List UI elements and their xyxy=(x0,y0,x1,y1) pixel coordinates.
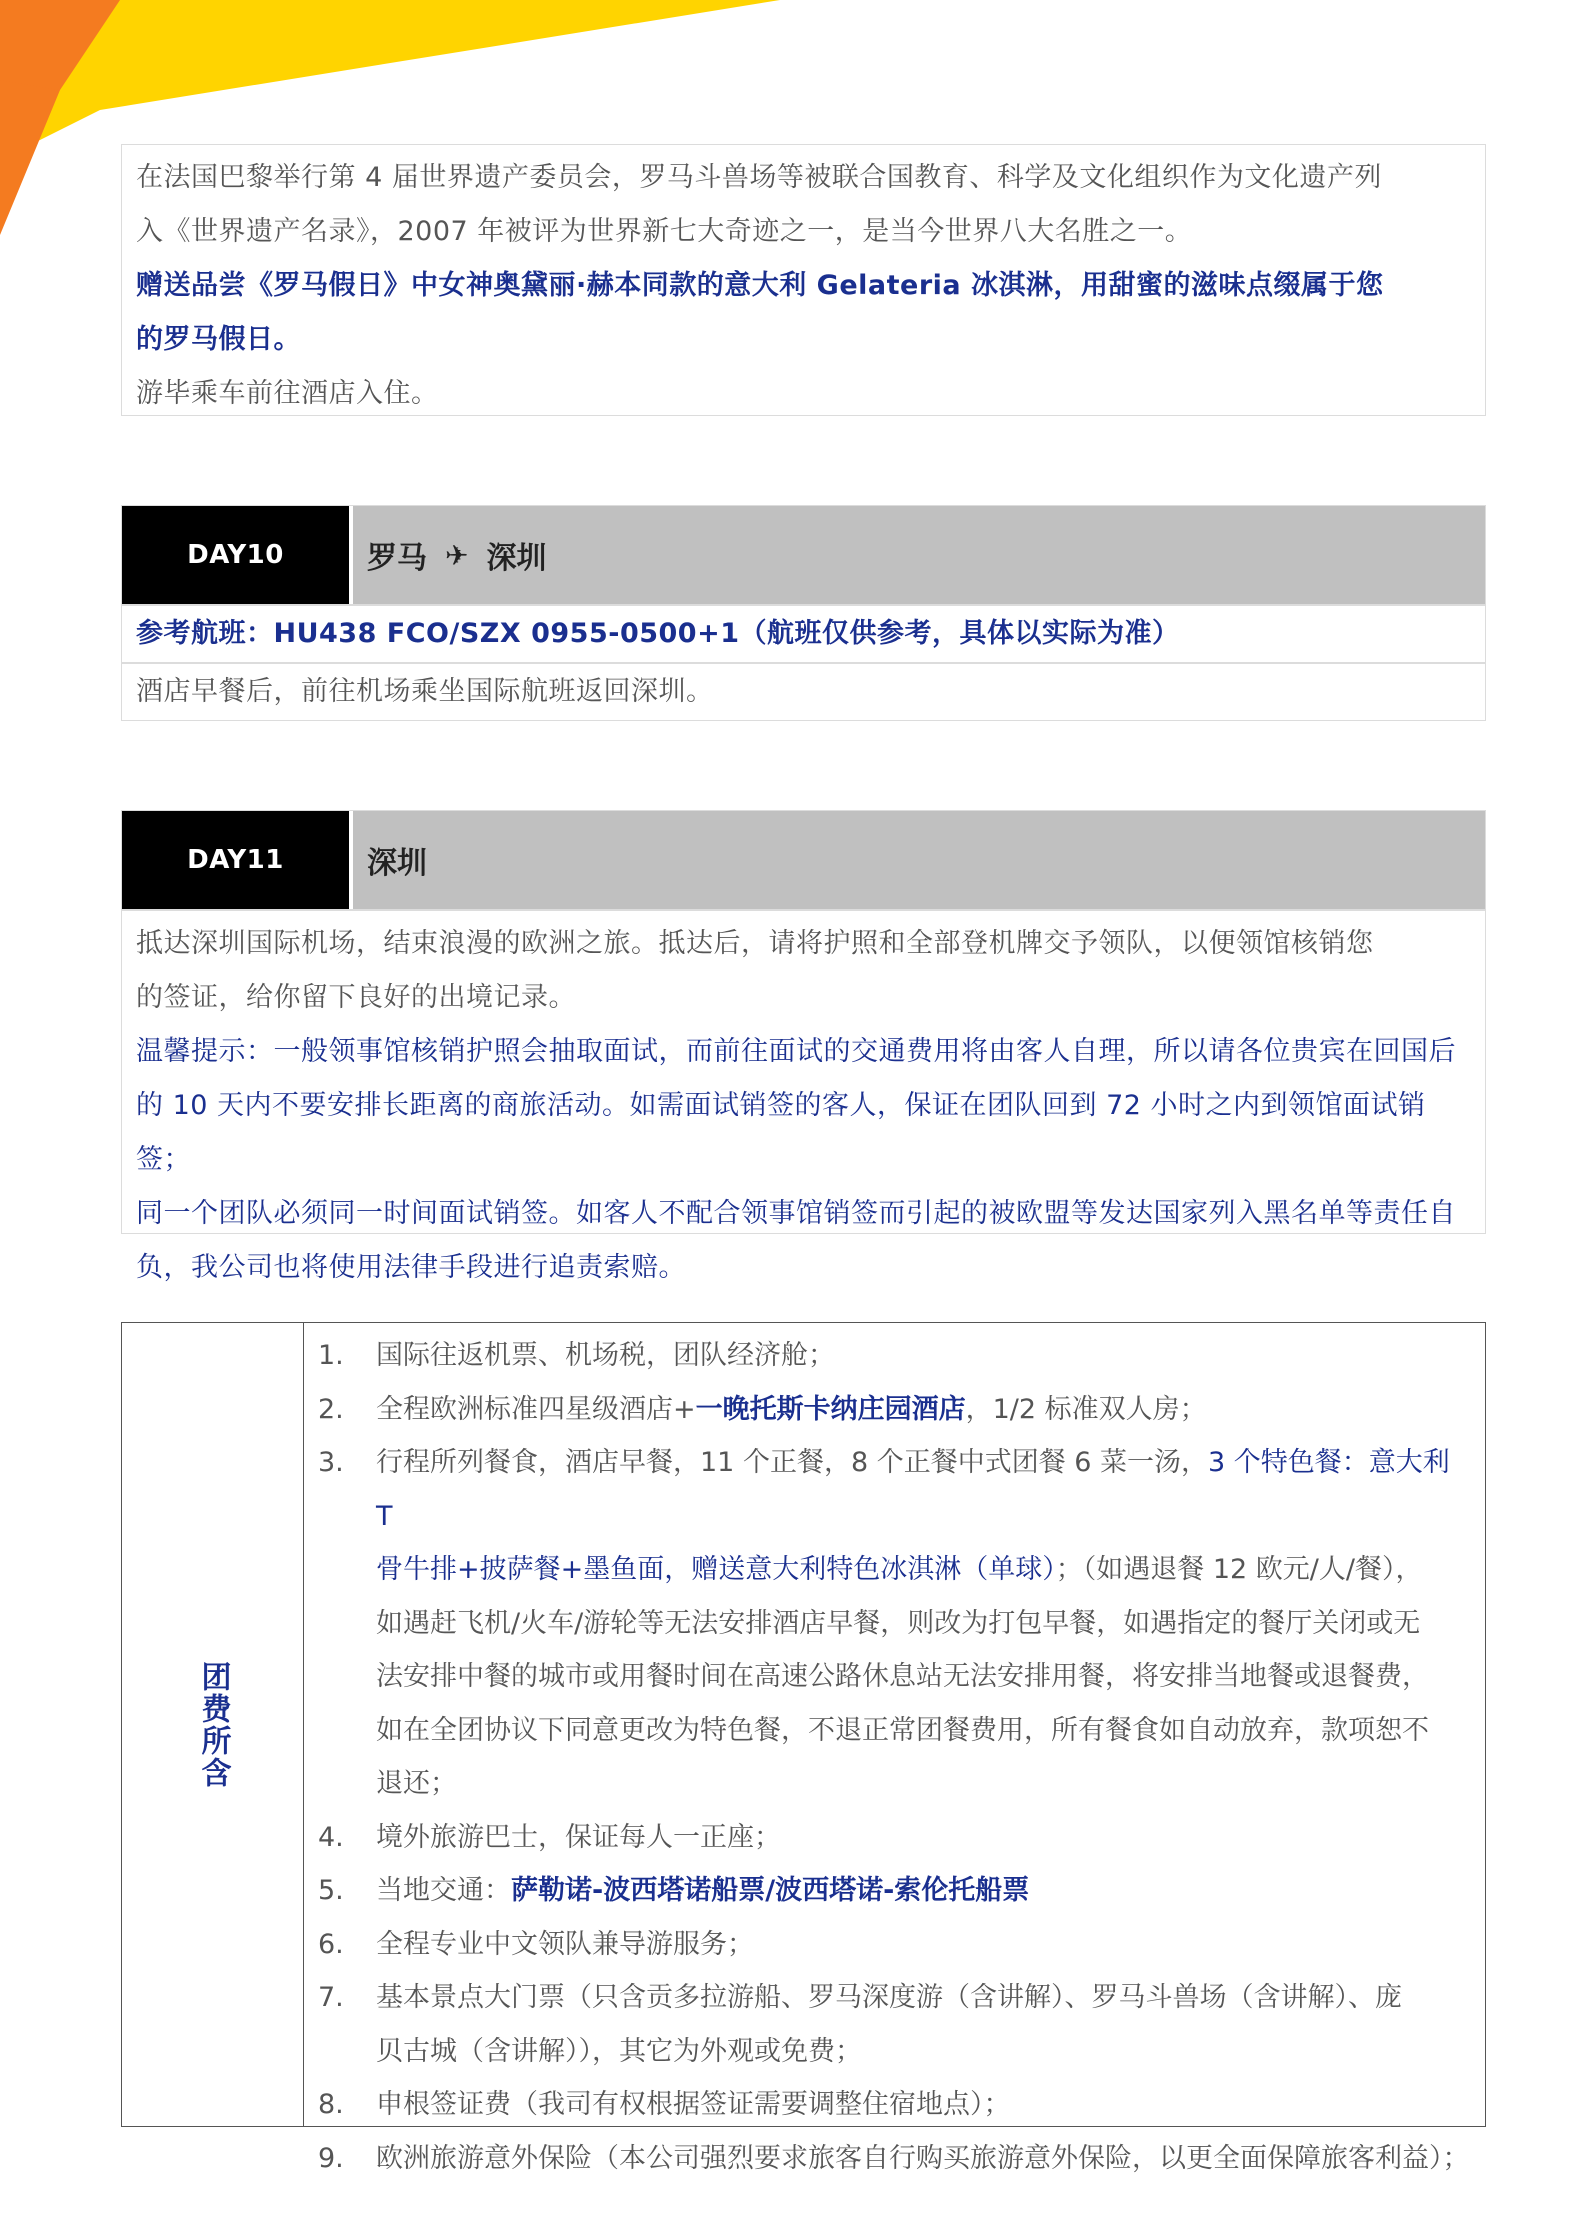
fee-item-segment: 基本景点大门票（只含贡多拉游船、罗马深度游（含讲解）、罗马斗兽场（含讲解）、庞 xyxy=(376,1982,1402,2013)
fee-item-number: 6. xyxy=(318,1928,344,1960)
day11-tag: DAY11 xyxy=(122,811,349,909)
fee-item xyxy=(318,2025,1473,2079)
day11-tip-4: 负，我公司也将使用法律手段进行追责索赔。 xyxy=(136,1252,686,1283)
fee-item xyxy=(318,1757,1473,1811)
fee-item xyxy=(318,1811,1473,1865)
fee-item-number: 4. xyxy=(318,1821,344,1853)
fee-item xyxy=(318,1971,1473,2025)
day10-tag: DAY10 xyxy=(122,506,349,604)
fee-item xyxy=(318,2132,1473,2186)
fee-item-segment: 全程欧洲标准四星级酒店+ xyxy=(376,1393,696,1425)
fee-item-number: 5. xyxy=(318,1875,344,1906)
fee-item-number xyxy=(318,1650,376,1704)
fee-item xyxy=(318,1704,1473,1758)
fee-item-number: 2. xyxy=(318,1393,344,1425)
fee-item-number: 3. xyxy=(318,1447,344,1478)
fee-item-text xyxy=(376,1864,1473,1918)
fee-item-text xyxy=(376,1918,1473,1972)
airplane-icon: ✈ xyxy=(445,538,469,572)
fee-item-segment: 国际往返机票、机场税，团队经济舱； xyxy=(376,1340,835,1371)
day10-desc-row xyxy=(121,663,1486,721)
day11-box xyxy=(121,910,1486,1283)
day10-route xyxy=(353,506,1485,604)
fees-list xyxy=(304,1323,1485,2174)
intro-line-2: 入《世界遗产名录》，2007 年被评为世界新七大奇迹之一，是当今世界八大名胜之一。 xyxy=(136,216,1193,247)
fee-item-text xyxy=(376,2078,1473,2132)
fee-item-segment: 当地交通： xyxy=(376,1875,511,1906)
fee-item-number: 9. xyxy=(318,2142,344,2174)
day11-city: 深圳 xyxy=(367,846,427,881)
fee-item-segment: ，1/2 标准双人房； xyxy=(965,1393,1207,1425)
fee-item xyxy=(318,1650,1473,1704)
fee-item-segment: 欧洲旅游意外保险（本公司强烈要求旅客自行购买旅游意外保险，以更全面保障旅客利益）； xyxy=(376,2142,1470,2174)
fees-label-cell xyxy=(122,1323,304,2126)
fee-item-number: 1. xyxy=(318,1340,344,1371)
fee-item-number: 7. xyxy=(318,1982,344,2013)
fee-item xyxy=(318,1864,1473,1918)
fee-item-text xyxy=(376,2025,1473,2079)
fee-item-segment: 全程专业中文领队兼导游服务； xyxy=(376,1928,754,1960)
day11-tip-1: 温馨提示：一般领事馆核销护照会抽取面试，而前往面试的交通费用将由客人自理，所以请各位贵宾在回国后 xyxy=(136,1036,1456,1067)
intro-gift-line-2: 的罗马假日。 xyxy=(136,324,301,355)
fee-item-segment: 贝古城（含讲解）），其它为外观或免费； xyxy=(376,2035,862,2067)
intro-last-line: 游毕乘车前往酒店入住。 xyxy=(136,378,439,409)
day11-route xyxy=(353,811,1485,909)
fee-item-text xyxy=(376,1383,1473,1437)
fee-item-number xyxy=(318,1757,376,1811)
day10-to: 深圳 xyxy=(486,541,547,576)
intro-gift-line-1: 赠送品尝《罗马假日》中女神奥黛丽·赫本同款的意大利 Gelateria 冰淇淋，用甜蜜的滋味点缀属于您 xyxy=(136,270,1384,301)
fee-item-text xyxy=(376,1650,1473,1704)
day11-tip-3: 同一个团队必须同一时间面试销签。如客人不配合领事馆销签而引起的被欧盟等发达国家列入黑名单等责任自 xyxy=(136,1198,1456,1229)
fee-item-text xyxy=(376,1757,1473,1811)
fee-item-number xyxy=(318,1704,376,1758)
day10-desc: 酒店早餐后，前往机场乘坐国际航班返回深圳。 xyxy=(136,676,714,707)
fee-item-number xyxy=(318,1543,376,1597)
fee-item xyxy=(318,2078,1473,2132)
fee-item xyxy=(318,1918,1473,1972)
fee-item-text xyxy=(376,1704,1473,1758)
fee-item-text xyxy=(376,1971,1473,2025)
fee-item-segment: 萨勒诺-波西塔诺船票/波西塔诺-索伦托船票 xyxy=(511,1875,1030,1906)
day10-from: 罗马 xyxy=(367,541,427,576)
fees-label: 团费所含 xyxy=(195,1660,231,1789)
fee-item-segment: 一晚托斯卡纳庄园酒店 xyxy=(695,1393,966,1425)
fee-item-text xyxy=(376,2132,1473,2186)
fee-item-segment: 申根签证费（我司有权根据签证需要调整住宿地点）； xyxy=(376,2089,1011,2120)
fee-item-segment: 如在全团协议下同意更改为特色餐，不退正常团餐费用，所有餐食如自动放弃，款项恕不 xyxy=(376,1714,1429,1746)
fee-item-segment: 退还； xyxy=(376,1768,457,1799)
fee-item-number: 8. xyxy=(318,2089,344,2120)
day11-p1a: 抵达深圳国际机场，结束浪漫的欧洲之旅。抵达后，请将护照和全部登机牌交予领队，以便领馆核销您 xyxy=(136,928,1374,959)
fee-item xyxy=(318,1329,1473,1383)
fee-item-text xyxy=(376,1543,1473,1597)
day10-flight: 参考航班：HU438 FCO/SZX 0955-0500+1（航班仅供参考，具体以实际为准） xyxy=(136,618,1180,649)
fee-item xyxy=(318,1383,1473,1437)
fee-item-segment: 境外旅游巴士，保证每人一正座； xyxy=(376,1821,781,1853)
fee-item-text xyxy=(376,1436,1473,1543)
fee-item-segment: 如遇赶飞机/火车/游轮等无法安排酒店早餐，则改为打包早餐，如遇指定的餐厅关闭或无 xyxy=(376,1607,1421,1639)
fee-item-text xyxy=(376,1811,1473,1865)
fee-item xyxy=(318,1543,1473,1597)
fee-item-text xyxy=(376,1597,1473,1651)
day11-tip-2: 的 10 天内不要安排长距离的商旅活动。如需面试销签的客人，保证在团队回到 72 小时之内到领馆面试销签； xyxy=(136,1090,1426,1175)
fee-item-number xyxy=(318,1597,376,1651)
fee-item-segment: 3 个特色餐：意大利 T xyxy=(376,1447,1450,1532)
day10-flight-row xyxy=(121,605,1486,663)
fee-item-text xyxy=(376,1329,1473,1383)
fee-item-segment: 行程所列餐食，酒店早餐，11 个正餐，8 个正餐中式团餐 6 菜一汤， xyxy=(376,1447,1209,1478)
intro-box xyxy=(121,144,1486,416)
fee-item-segment: 骨牛排+披萨餐+墨鱼面，赠送意大利特色冰淇淋（单球） xyxy=(376,1554,1056,1585)
fee-item xyxy=(318,1597,1473,1651)
day11-p1b: 的签证，给你留下良好的出境记录。 xyxy=(136,982,576,1013)
fee-item-number xyxy=(318,2025,376,2079)
fees-included-table xyxy=(121,1322,1486,2174)
day11-header xyxy=(121,810,1486,910)
fee-item xyxy=(318,1436,1473,1543)
intro-line-1: 在法国巴黎举行第 4 届世界遗产委员会，罗马斗兽场等被联合国教育、科学及文化组织作为文化遗产列 xyxy=(136,162,1382,193)
fee-item-segment: ；（如遇退餐 12 欧元/人/餐）， xyxy=(1055,1554,1423,1585)
fee-item-segment: 法安排中餐的城市或用餐时间在高速公路休息站无法安排用餐，将安排当地餐或退餐费， xyxy=(376,1661,1429,1692)
day10-header xyxy=(121,505,1486,605)
